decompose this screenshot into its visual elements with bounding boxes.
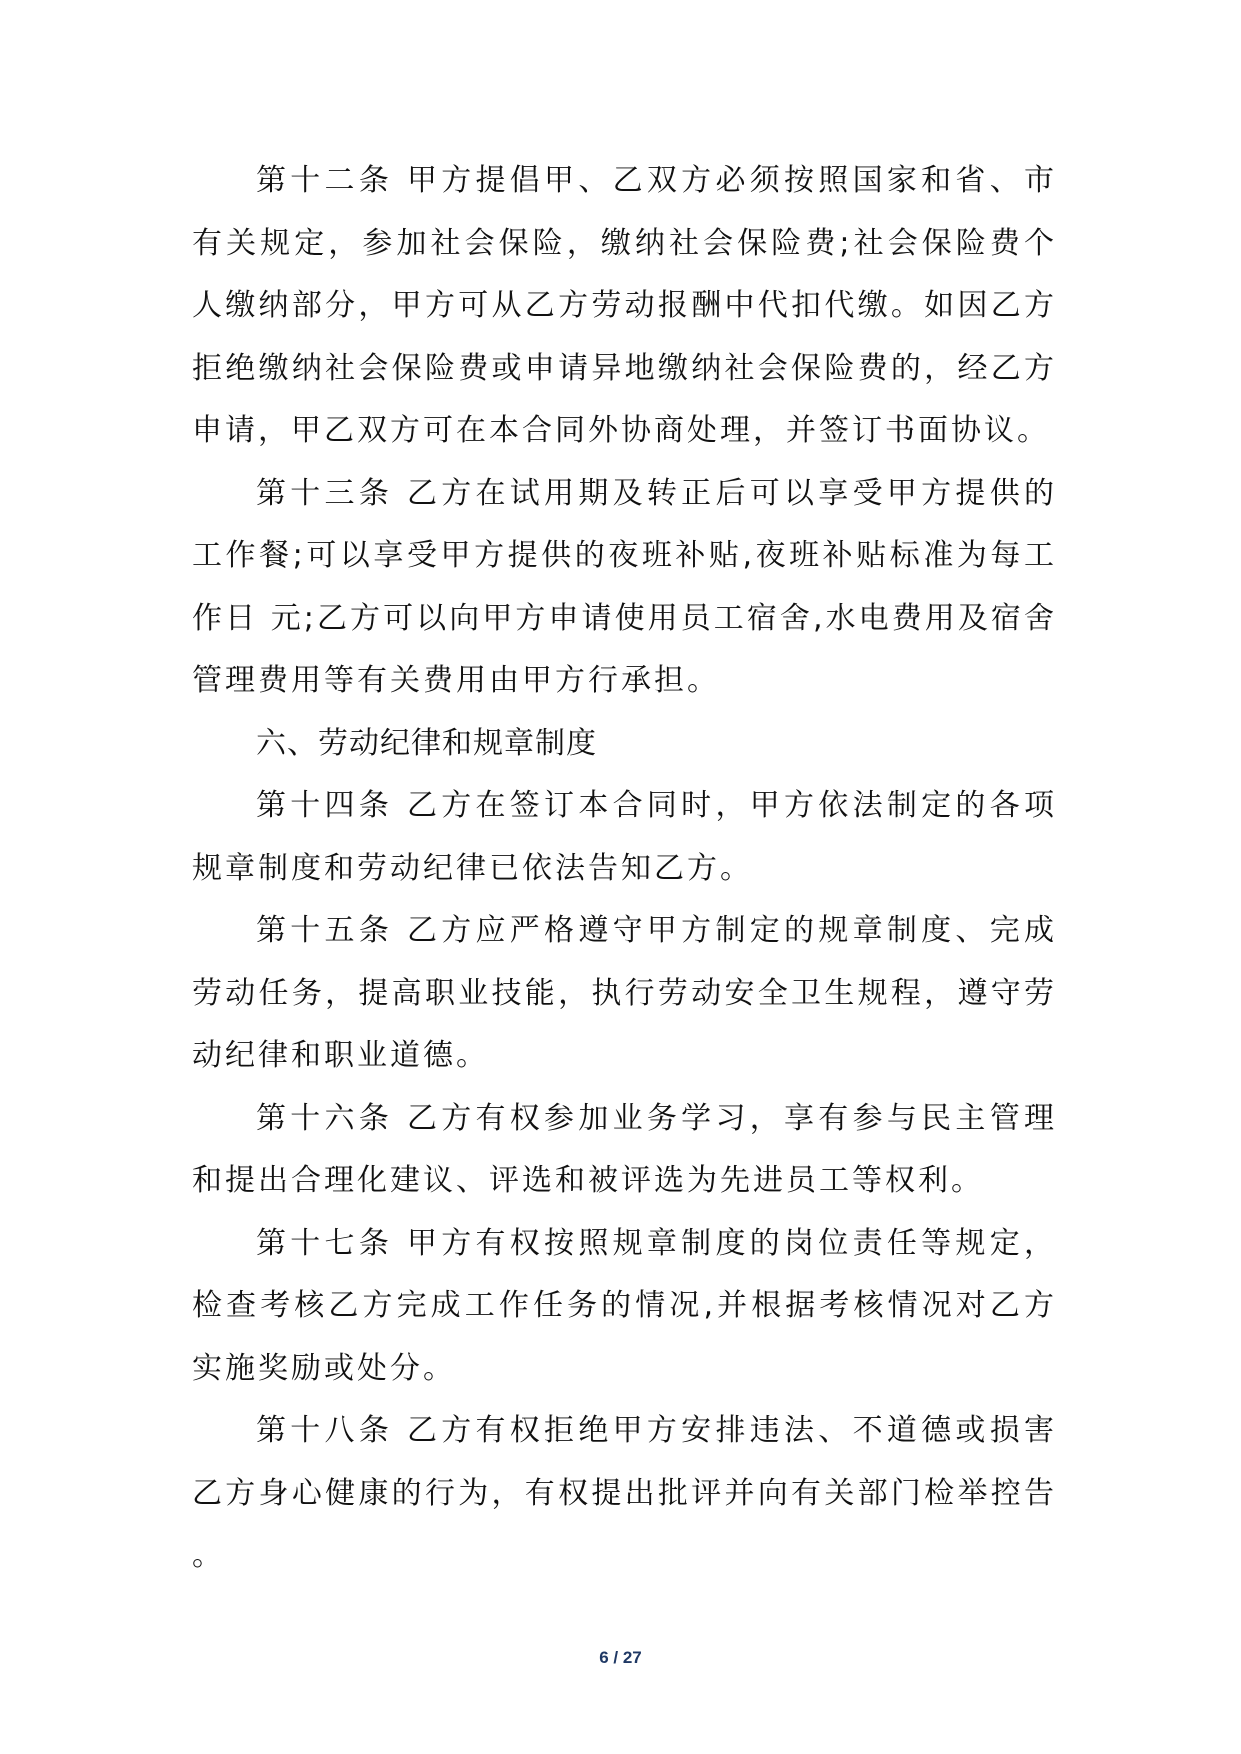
article-17-paragraph: 第十七条 甲方有权按照规章制度的岗位责任等规定，检查考核乙方完成工作任务的情况,并根据考核情况对乙方实施奖励或处分。 bbox=[192, 1225, 1057, 1386]
article-16-paragraph: 第十六条 乙方有权参加业务学习，享有参与民主管理和提出合理化建议、评选和被评选为先进员工等权利。 bbox=[192, 1100, 1057, 1198]
article-12-paragraph: 第十二条 甲方提倡甲、乙双方必须按照国家和省、市有关规定，参加社会保险，缴纳社会保险费;社会保险费个人缴纳部分，甲方可从乙方劳动报酬中代扣代缴。如因乙方拒绝缴纳社会保险费或申请异地缴纳社会保险费的，经乙方申请，甲乙双方可在本合同外协商处理，并签订书面协议。 bbox=[192, 163, 1057, 448]
article-15-paragraph: 第十五条 乙方应严格遵守甲方制定的规章制度、完成劳动任务，提高职业技能，执行劳动安全卫生规程，遵守劳动纪律和职业道德。 bbox=[192, 913, 1057, 1073]
article-18-paragraph: 第十八条 乙方有权拒绝甲方安排违法、不道德或损害乙方身心健康的行为，有权提出批评并向有关部门检举控告。 bbox=[192, 1413, 1057, 1573]
section-heading-labor-discipline: 六、劳动纪律和规章制度 bbox=[256, 725, 597, 761]
article-13-paragraph: 第十三条 乙方在试用期及转正后可以享受甲方提供的工作餐;可以享受甲方提供的夜班补贴,夜班补贴标准为每工作日 元;乙方可以向甲方申请使用员工宿舍,水电费用及宿舍管理费用等有关费用由甲方行承担。 bbox=[192, 475, 1057, 698]
page-number: 6 / 27 bbox=[599, 1648, 642, 1667]
article-14-paragraph: 第十四条 乙方在签订本合同时，甲方依法制定的各项规章制度和劳动纪律已依法告知乙方。 bbox=[192, 788, 1057, 886]
document-body bbox=[192, 150, 1057, 1588]
